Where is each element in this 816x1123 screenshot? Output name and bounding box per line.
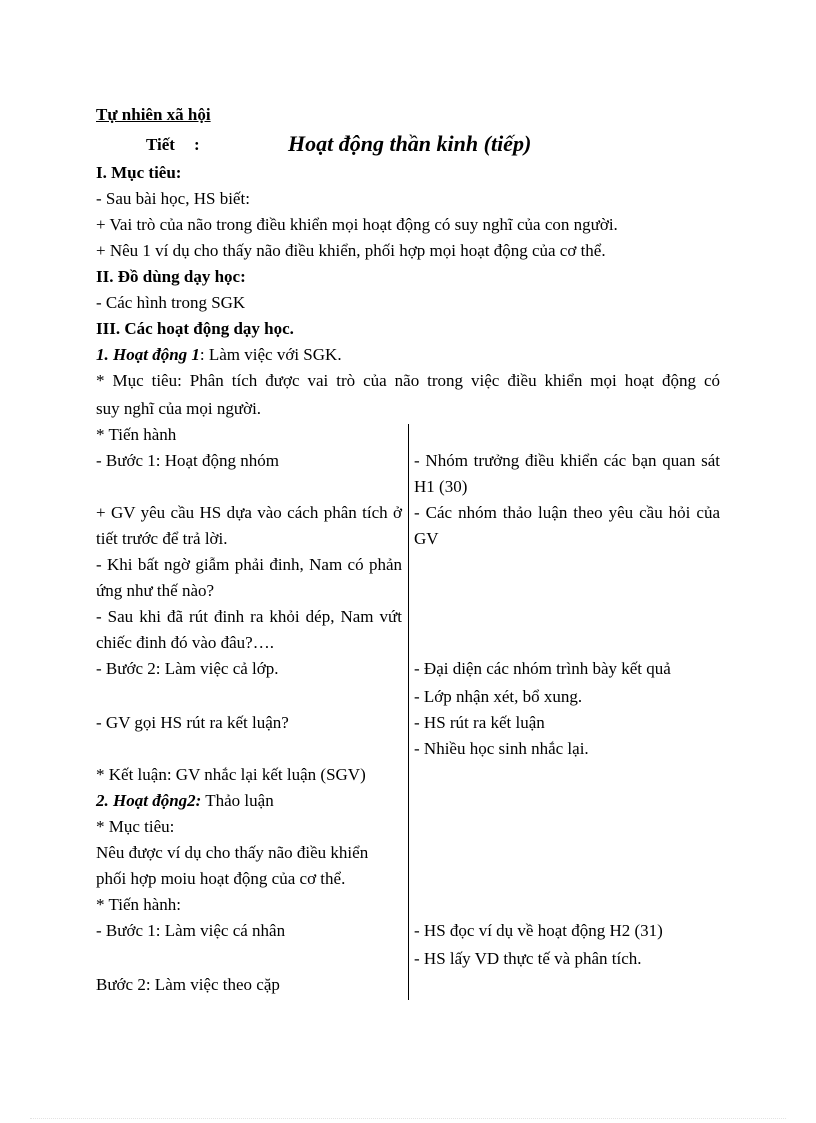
activity2-label: 2. Hoạt động2: [96,791,202,810]
activity2-goal: * Mục tiêu: [96,817,175,836]
section3-heading: III. Các hoạt động dạy học. [96,319,294,338]
a1-step1: - Bước 1: Hoạt động nhóm [96,451,279,470]
activity2-goal-line1: Nêu được ví dụ cho thấy não điều khiển [96,843,369,862]
activity1-goal-line1: * Mục tiêu: Phân tích được vai trò của não trong việc điều khiển mọi hoạt động có [96,371,720,390]
activity1-label: 1. Hoạt động 1 [96,345,200,364]
activity1-heading [96,344,342,366]
column-divider [408,424,409,1000]
page-title: Hoạt động thần kinh (tiếp) [288,131,532,156]
a1-right-3: - Đại diện các nhóm trình bày kết quả [414,659,671,678]
activity2-process: * Tiến hành: [96,895,182,914]
a1-gv-request: + GV yêu cầu HS dựa vào cách phân tích ở tiết trước để trả lời. [96,503,402,548]
a1-step2: - Bước 2: Làm việc cả lớp. [96,659,279,678]
lesson-colon: : [194,135,200,154]
a1-question-1: - Khi bất ngờ giẫm phải đinh, Nam có phản ứng như thế nào? [96,555,402,600]
a1-right-2: - Các nhóm thảo luận theo yêu cầu hỏi của GV [414,503,720,548]
a1-right-1: - Nhóm trưởng điều khiển các bạn quan sát H1 (30) [414,451,720,496]
section1-line: + Nêu 1 ví dụ cho thấy não điều khiển, phối hợp mọi hoạt động của cơ thể. [96,241,606,260]
section1-heading: I. Mục tiêu: [96,163,182,182]
a1-gv-call: - GV gọi HS rút ra kết luận? [96,713,289,732]
activity2-rest: Thảo luận [201,791,274,810]
a2-right-2: - HS lấy VD thực tế và phân tích. [414,949,642,968]
section2-heading: II. Đồ dùng dạy học: [96,267,246,286]
section1-line: + Vai trò của não trong điều khiển mọi hoạt động có suy nghĩ của con người. [96,215,618,234]
section2-line: - Các hình trong SGK [96,293,246,312]
activity1-goal-line2: suy nghĩ của mọi người. [96,399,262,418]
a2-step1: - Bước 1: Làm việc cá nhân [96,921,286,940]
page-bottom-rule [30,1118,786,1119]
activity2-heading [96,790,274,812]
a1-right-4: - Lớp nhận xét, bổ xung. [414,687,583,706]
lesson-label [146,134,175,156]
a2-step2: Bước 2: Làm việc theo cặp [96,975,280,994]
a1-question-2: - Sau khi đã rút đinh ra khỏi dép, Nam vứt chiếc đinh đó vào đâu?…. [96,607,402,652]
subject-heading: Tự nhiên xã hội [96,105,211,124]
lesson-label-text: Tiết [146,135,175,154]
activity2-goal-line2: phối hợp moiu hoạt động của cơ thể. [96,869,346,888]
a1-conclusion: * Kết luận: GV nhắc lại kết luận (SGV) [96,765,366,784]
a2-right-1: - HS đọc ví dụ về hoạt động H2 (31) [414,921,663,940]
a1-right-6: - Nhiều học sinh nhắc lại. [414,739,589,758]
a1-right-5: - HS rút ra kết luận [414,713,545,732]
activity1-process: * Tiến hành [96,425,177,444]
activity1-rest: : Làm việc với SGK. [199,345,342,364]
section1-line: - Sau bài học, HS biết: [96,189,250,208]
